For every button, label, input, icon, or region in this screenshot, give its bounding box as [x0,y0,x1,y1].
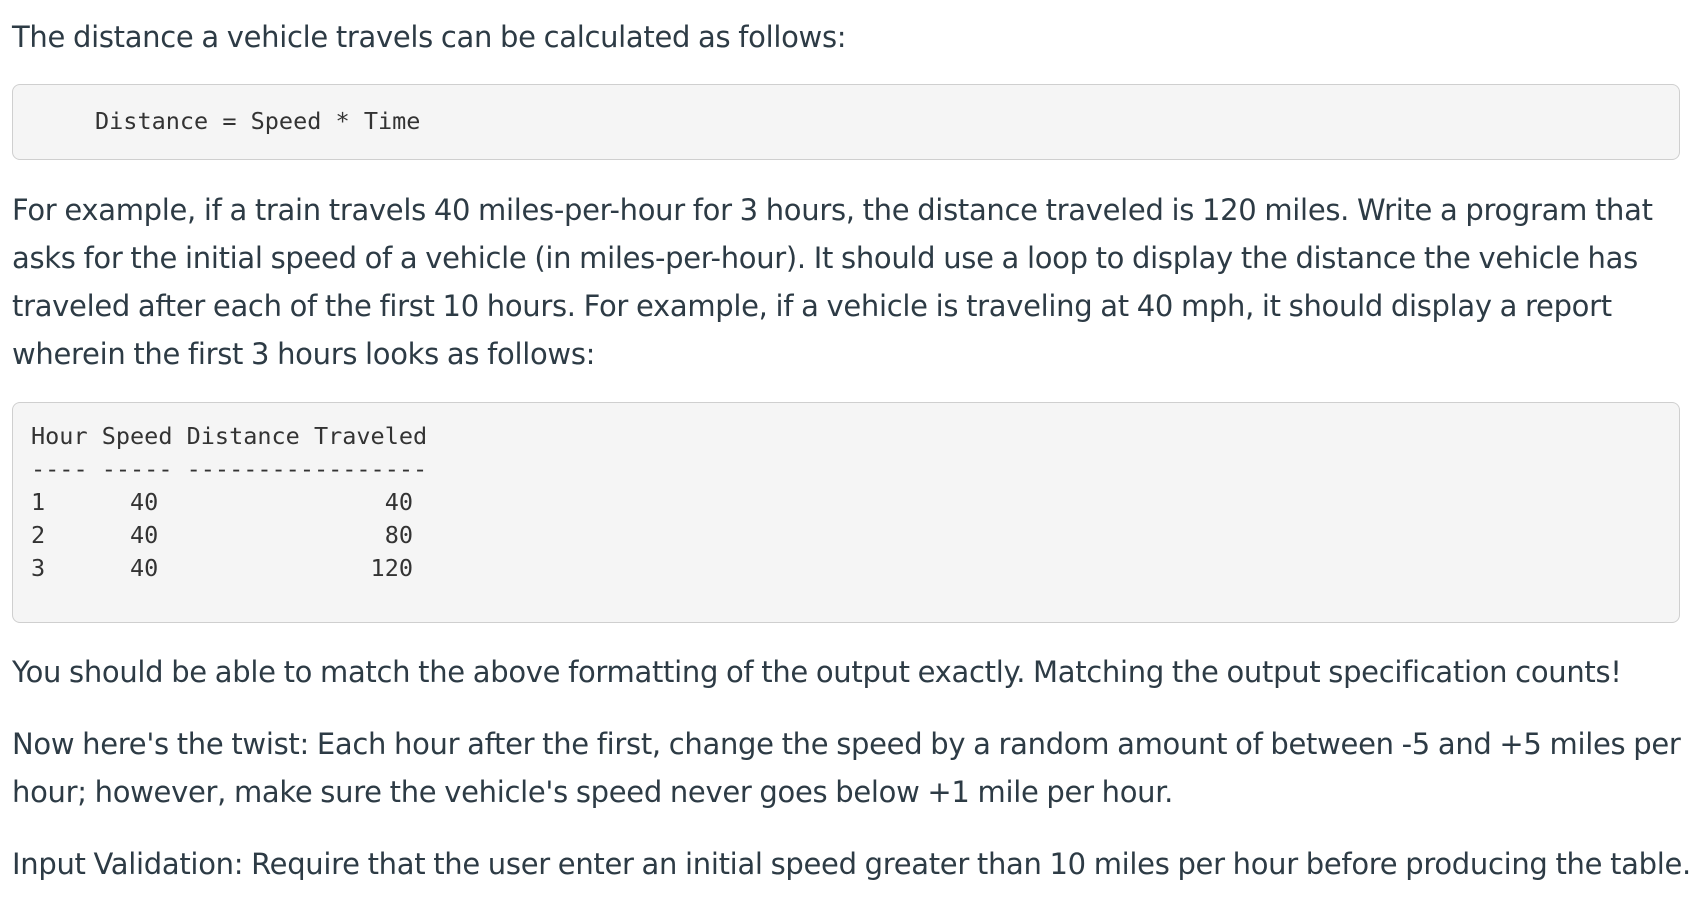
table-row: 3 40 120 [31,554,414,582]
intro-text: The distance a vehicle travels can be calculated as follows: [12,20,847,54]
table-header-line: Hour Speed Distance Traveled [31,422,428,450]
table-row: 1 40 40 [31,488,414,516]
formula-text: Distance = Speed * Time [95,107,421,135]
table-rule-line: ---- ----- ----------------- [31,455,428,483]
example-paragraph: For example, if a train travels 40 miles-per-hour for 3 hours, the distance traveled is 120 miles. Write a program that asks for the initial speed of a vehicle (in miles-per-hour). It should use a loop to display the distance the vehicle has traveled after each of the first 10 hours. For example, if a vehicle is traveling at 40 mph, it should display a report wherein the first 3 hours looks as follows: [12,193,1653,371]
validation-paragraph: Input Validation: Require that the user enter an initial speed greater than 10 miles per hour before producing the table. [12,847,1691,881]
twist-paragraph: Now here's the twist: Each hour after the first, change the speed by a random amount of between -5 and +5 miles per hour; however, make sure the vehicle's speed never goes below +1 mile per hour. [12,727,1681,809]
table-row: 2 40 80 [31,521,414,549]
formula-code-block [12,84,1680,160]
sample-output-code-block [12,402,1680,623]
matching-paragraph: You should be able to match the above formatting of the output exactly. Matching the output specification counts! [12,655,1622,689]
